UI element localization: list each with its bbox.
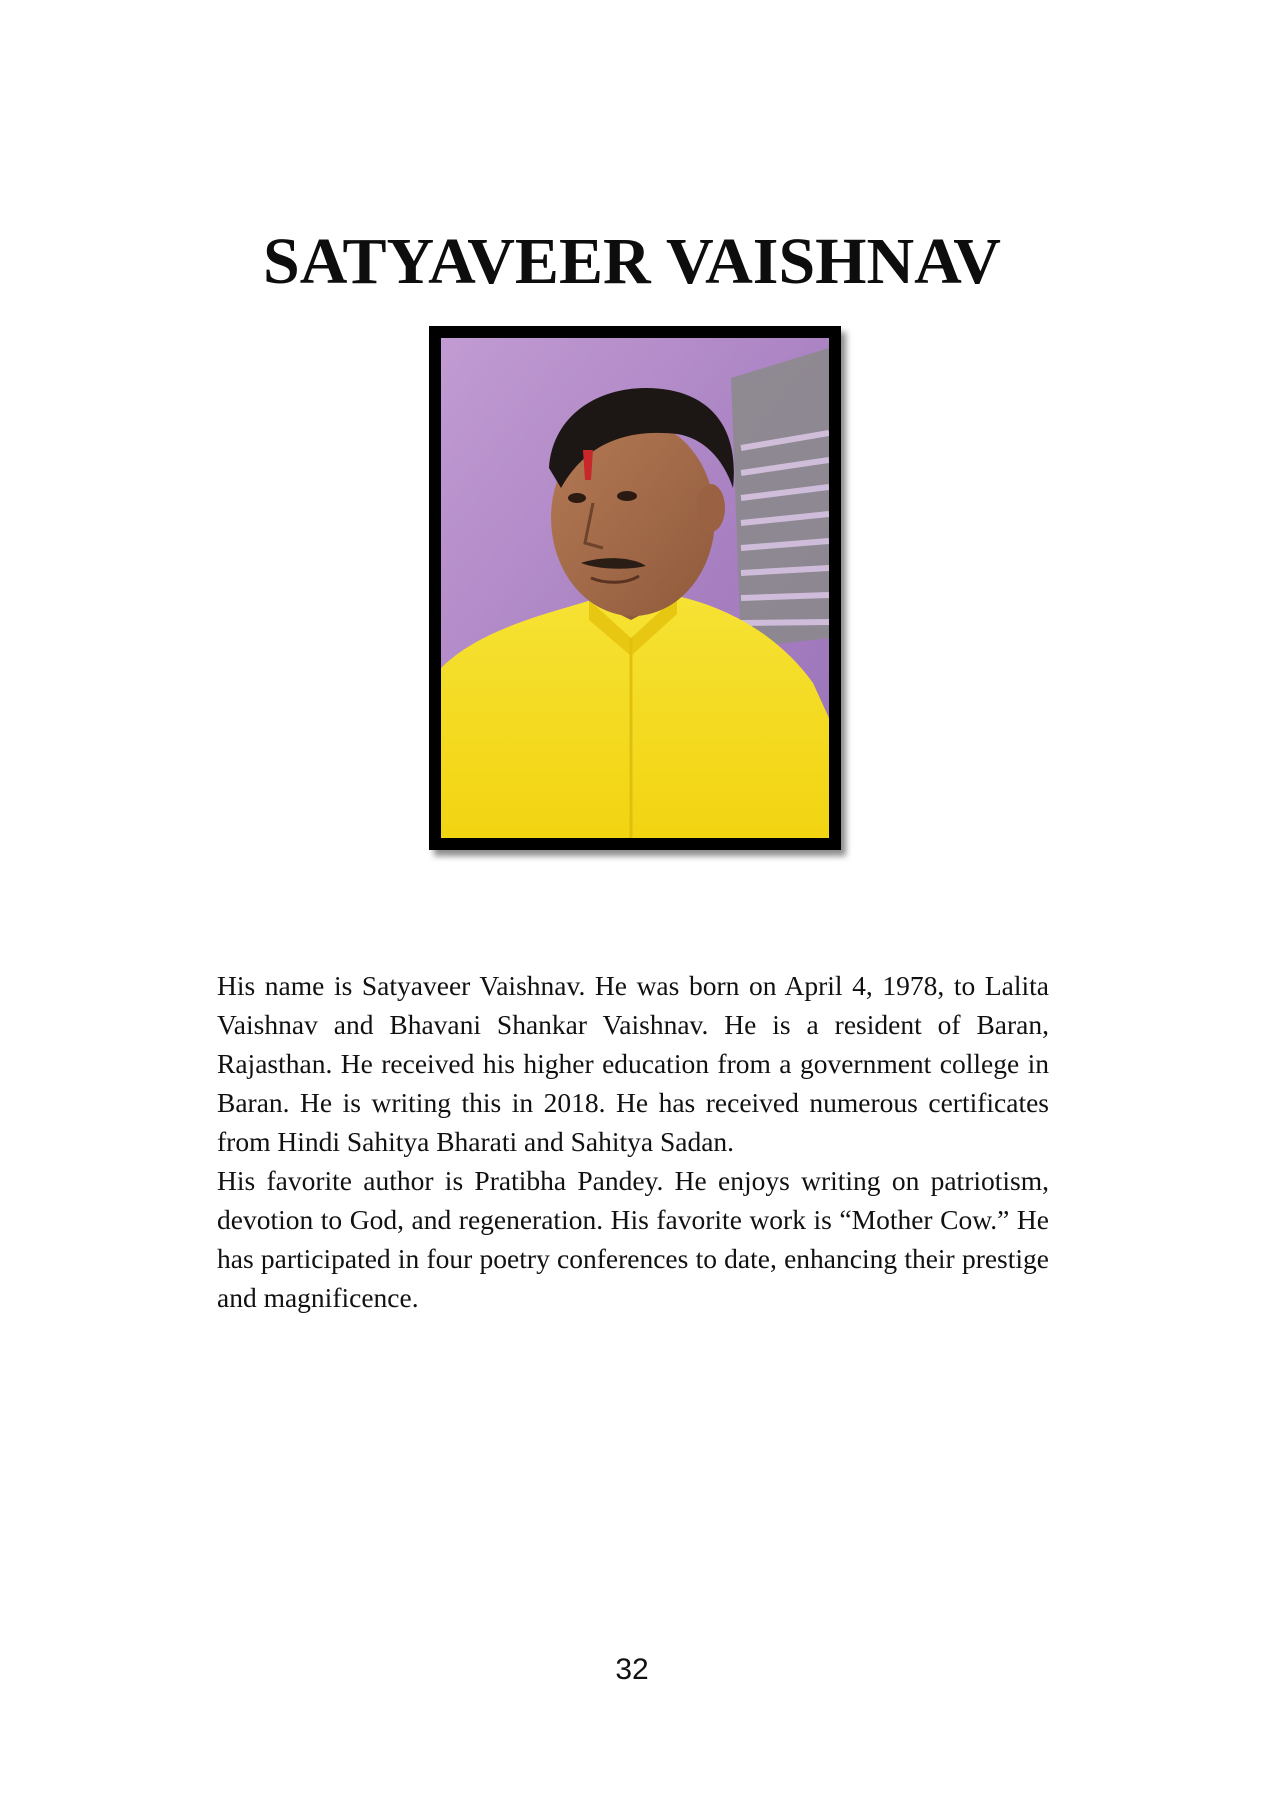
biography-paragraph: His favorite author is Pratibha Pandey. He enjoys writing on patriotism, devotion to God, and regeneration. His favorite work is “Mother Cow.” He has participated in four poetry conferences to date, enhancing their prestige and magnificence. [217,1165,1049,1313]
biography-paragraph: His name is Satyaveer Vaishnav. He was born on April 4, 1978, to Lalita Vaishnav and Bhavani Shankar Vaishnav. He is a resident of Baran, Rajasthan. He received his higher education from a government college in Baran. He is writing this in 2018. He has received numerous certificates from Hindi Sahitya Bharati and Sahitya Sadan. [217,970,1049,1157]
portrait-photo-frame [429,326,841,850]
page-title: SATYAVEER VAISHNAV [263,225,1001,298]
portrait-photo [441,338,829,838]
biography-text [217,966,1049,1317]
page-number: 32 [615,1653,649,1686]
